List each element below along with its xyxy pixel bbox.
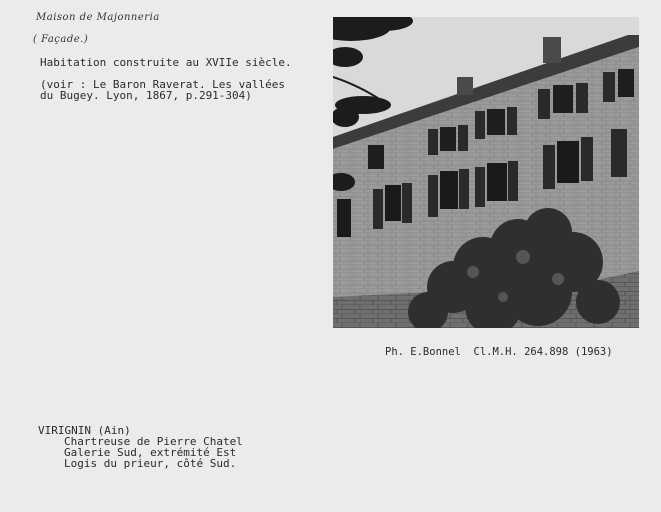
handwritten-title: Maison de Majonneria	[36, 12, 160, 23]
handwritten-facade-note: ( Façade.)	[33, 34, 89, 45]
location-line-3: Galerie Sud, extrémité Est	[64, 446, 237, 459]
building-photograph	[333, 17, 639, 328]
location-line-4: Logis du prieur, côté Sud.	[64, 457, 237, 470]
location-line-1: VIRIGNIN (Ain)	[38, 424, 131, 437]
photo-credit: Ph. E.Bonnel Cl.M.H. 264.898 (1963)	[385, 346, 613, 358]
location-line-2: Chartreuse de Pierre Chatel	[64, 435, 243, 448]
description-line-1: Habitation construite au XVIIe siècle.	[40, 56, 292, 69]
description-line-3: du Bugey. Lyon, 1867, p.291-304)	[40, 89, 252, 102]
description-line-2: (voir : Le Baron Raverat. Les vallées	[40, 78, 286, 91]
building-photo-illustration	[333, 17, 639, 328]
